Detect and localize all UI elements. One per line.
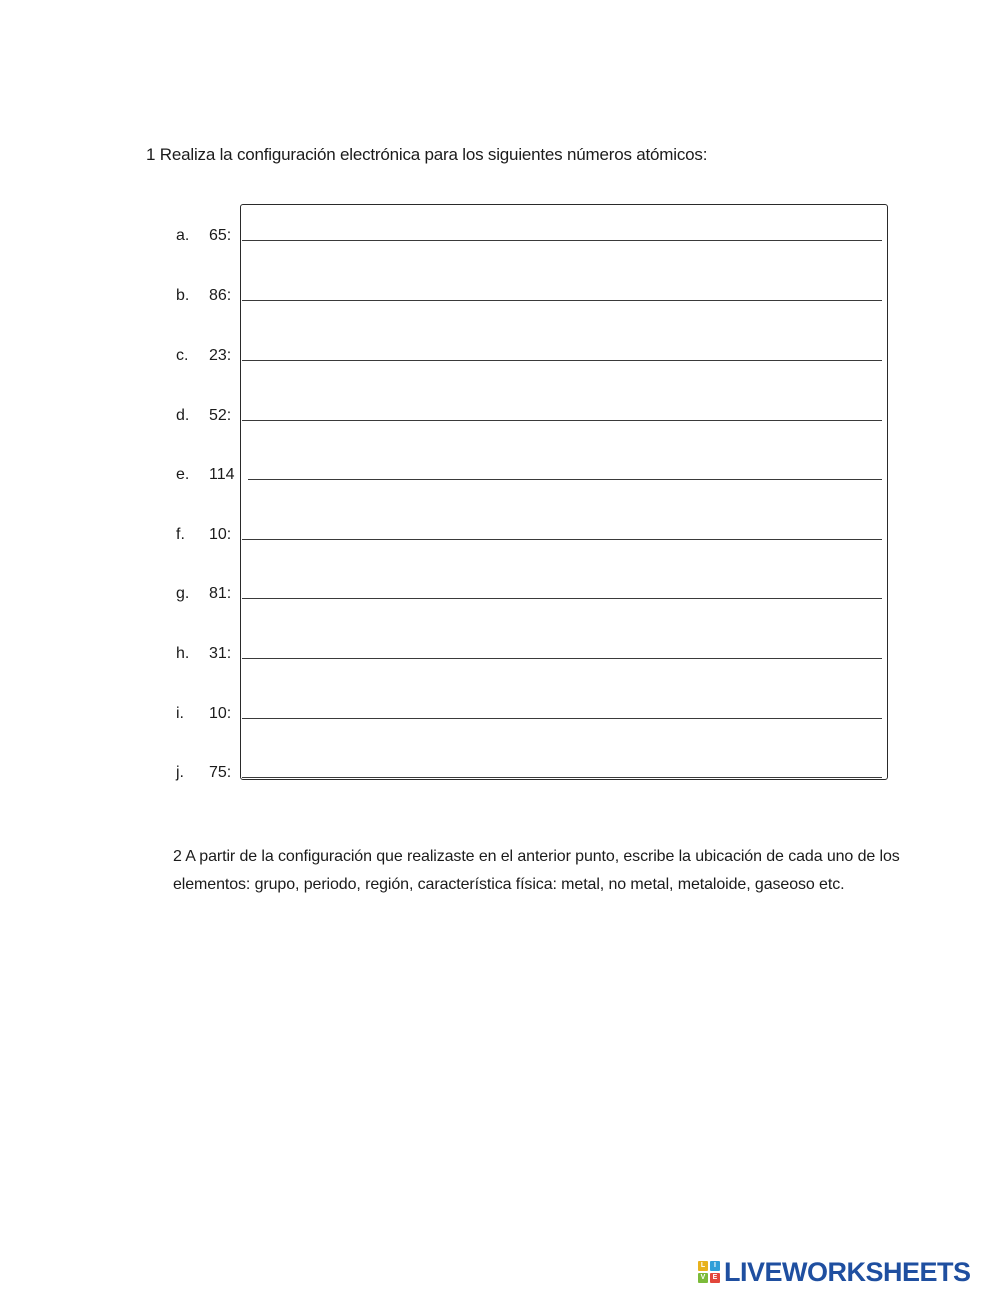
item-letter: i. [176,705,184,722]
logo-tile-l: L [698,1261,708,1271]
answer-input-g[interactable] [242,598,882,599]
item-letter: g. [176,585,190,602]
item-atomic-number: 10: [209,523,233,547]
item-atomic-number: 75: [209,761,233,785]
answer-input-d[interactable] [242,420,882,421]
logo-tile-v: V [698,1273,708,1283]
item-atomic-number: 114 [209,463,237,487]
question-1-title: 1 Realiza la configuración electrónica para los siguientes números atómicos: [146,145,708,164]
answer-input-i[interactable] [242,718,882,719]
answer-input-h[interactable] [242,658,882,659]
item-letter: d. [176,407,190,424]
item-atomic-number: 31: [209,642,233,666]
item-letter: h. [176,645,190,662]
question-2-answer-area[interactable] [173,930,917,1090]
answer-item-e [176,463,882,487]
logo-icon [698,1261,720,1283]
answer-input-b[interactable] [242,300,882,301]
item-letter: j. [176,764,184,781]
question-2-text: 2 A partir de la configuración que realizaste en el anterior punto, escribe la ubicación de cada uno de los elementos: grupo, periodo, región, característica física: metal, no metal, metaloide, gaseoso etc. [173,848,900,893]
answer-item-j [176,761,882,785]
item-letter: a. [176,227,190,244]
item-atomic-number: 10: [209,702,233,726]
answer-item-d [176,404,882,428]
answer-item-h [176,642,882,666]
answer-item-i [176,702,882,726]
item-atomic-number: 81: [209,582,233,606]
item-atomic-number: 23: [209,344,233,368]
logo-tile-i: I [710,1261,720,1271]
answer-item-a [176,224,882,248]
answer-item-b [176,284,882,308]
item-atomic-number: 65: [209,224,233,248]
item-letter: c. [176,347,189,364]
logo-tile-e: E [710,1273,720,1283]
item-atomic-number: 86: [209,284,233,308]
item-letter: b. [176,287,190,304]
answer-item-c [176,344,882,368]
logo-text: LIVEWORKSHEETS [724,1256,971,1287]
answer-item-f [176,523,882,547]
item-letter: e. [176,466,190,483]
answer-input-c[interactable] [242,360,882,361]
answer-input-a[interactable] [242,240,882,241]
liveworksheets-logo [698,1256,971,1288]
answer-input-f[interactable] [242,539,882,540]
answer-item-g [176,582,882,606]
answer-input-e[interactable] [248,479,882,480]
item-letter: f. [176,526,185,543]
item-atomic-number: 52: [209,404,233,428]
answer-input-j[interactable] [242,777,882,778]
